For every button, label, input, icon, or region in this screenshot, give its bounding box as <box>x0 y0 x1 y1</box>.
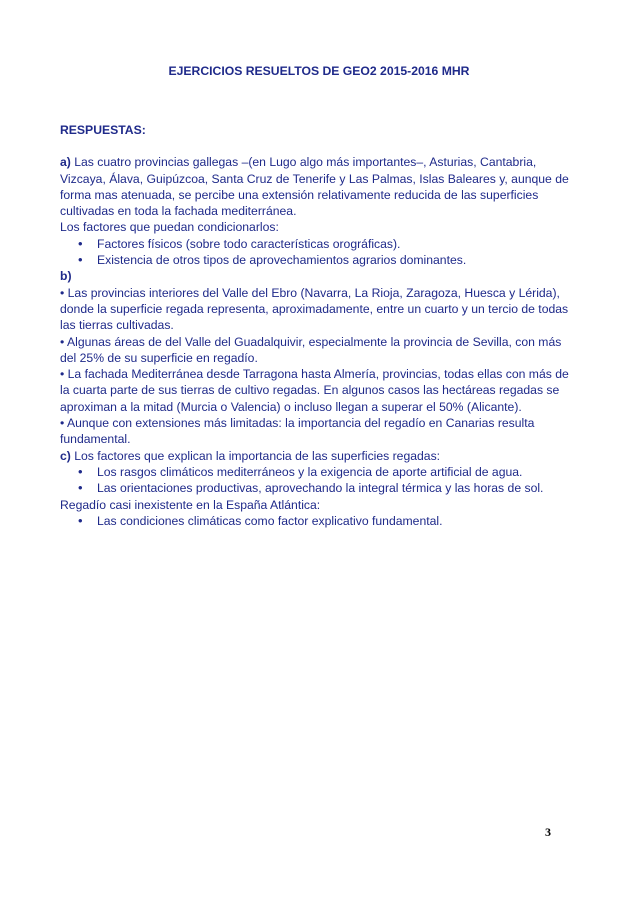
answer-c-text: Los factores que explican la importancia de las superficies regadas: <box>70 448 441 463</box>
answer-a-text: Las cuatro provincias gallegas –(en Lugo algo más importantes–, Asturias, Cantabria, Vizcaya, Álava, Guipúzcoa, Santa Cruz de Tenerife y Las Palmas, Islas Baleares y, aunque de forma mas atenuada, se percibe una extensión relativamente reducida de las superficies cultivadas en toda la fachada mediterránea. <box>60 155 569 219</box>
answer-b-item: • Algunas áreas de del Valle del Guadalquivir, especialmente la provincia de Sevilla, con más del 25% de su superficie en regadío. <box>60 334 562 365</box>
answer-a-bullet-list <box>60 236 580 269</box>
list-item: • Factores físicos (sobre todo características orográficas). <box>60 236 580 252</box>
answer-c-atlantic-intro: Regadío casi inexistente en la España Atlántica: <box>60 497 321 512</box>
answer-c-label: c) <box>60 448 71 463</box>
answer-a-paragraph <box>60 154 580 219</box>
answer-c-bullet-list <box>60 464 580 497</box>
answer-b-item: • Las provincias interiores del Valle del Ebro (Navarra, La Rioja, Zaragoza, Huesca y Lérida), donde la superficie regada representa, aproximadamente, entre un cuarto y un tercio de todas las tierras cultivadas. <box>60 285 569 333</box>
list-item: • Las orientaciones productivas, aprovechando la integral térmica y las horas de sol. <box>60 480 580 496</box>
answers-heading: RESPUESTAS: <box>60 123 146 137</box>
answer-b-label: b) <box>60 269 72 284</box>
answers-section <box>60 122 580 529</box>
answer-a-factors-intro: Los factores que puedan condicionarlos: <box>60 220 279 235</box>
page-header-title: EJERCICIOS RESUELTOS DE GEO2 2015-2016 MHR <box>168 64 470 78</box>
list-item: • Existencia de otros tipos de aprovechamientos agrarios dominantes. <box>60 252 580 268</box>
list-item: • Las condiciones climáticas como factor explicativo fundamental. <box>60 513 580 529</box>
answer-a-label: a) <box>60 155 71 170</box>
page-number: 3 <box>545 825 551 839</box>
list-item: • Los rasgos climáticos mediterráneos y la exigencia de aporte artificial de agua. <box>60 464 580 480</box>
answer-c-paragraph <box>60 448 580 464</box>
answer-b-item: • La fachada Mediterránea desde Tarragona hasta Almería, provincias, todas ellas con más de la cuarta parte de sus tierras de cultivo regadas. En algunos casos las hectáreas regadas se aproximan a la mitad (Murcia o Valencia) o incluso llegan a superar el 50% (Alicante). <box>60 367 569 414</box>
answer-c-atlantic-bullet-list <box>60 513 580 529</box>
answer-b-item: • Aunque con extensiones más limitadas: la importancia del regadío en Canarias resulta fundamental. <box>60 416 535 447</box>
